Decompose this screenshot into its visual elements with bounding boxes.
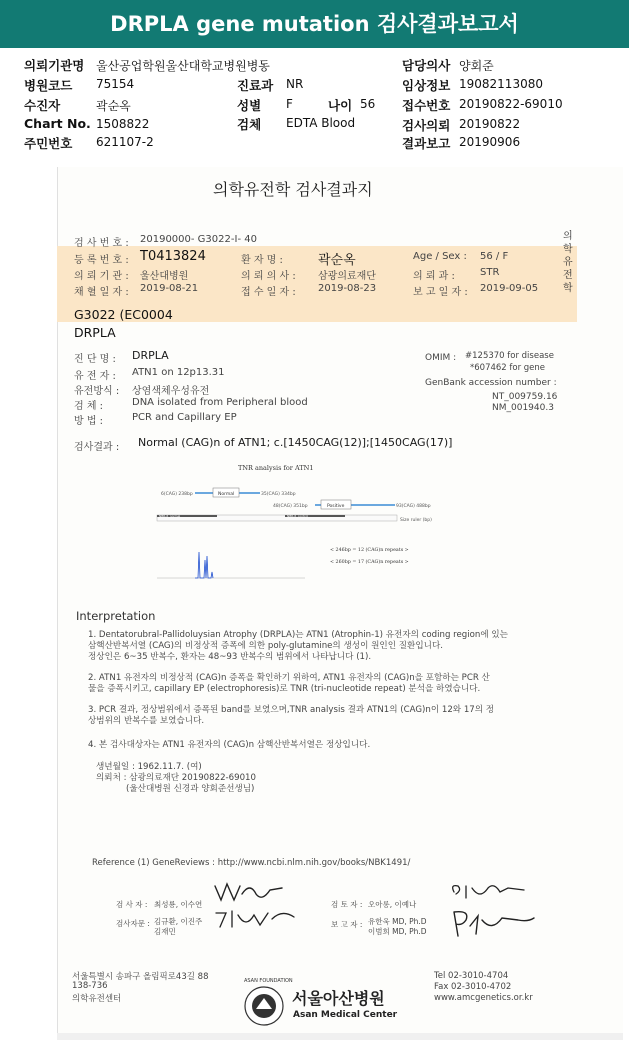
address-1: 서울특별시 송파구 올림픽로43길 88 [72, 972, 209, 982]
right-range-label-1: 35(CAG) 334bp [261, 492, 296, 497]
specimen: DNA isolated from Peripheral blood [132, 397, 308, 408]
tester-label: 검 사 자 : [116, 900, 148, 909]
result-label: 검사결과 : [74, 442, 120, 453]
value-hospital-code: 75154 [96, 77, 135, 91]
interpretation-p1 [88, 630, 568, 663]
genbank-2: NM_001940.3 [492, 403, 554, 413]
report-date: 2019-09-05 [480, 283, 539, 294]
inherit-label: 유전방식 : [74, 386, 120, 397]
label-request-date: 검사의뢰 [402, 118, 451, 133]
institution: 울산대병원 [140, 271, 189, 282]
left-range-label: 6(CAG) 238bp [161, 492, 193, 497]
p3-line: 3. PCR 결과, 정상범위에서 증폭된 band를 보였으며,TNR analysis 결과 ATN1의 (CAG)n이 12와 17의 정 [88, 705, 495, 715]
reporter-label: 보 고 자 : [331, 920, 363, 929]
address-3: 의학유전센터 [72, 994, 122, 1004]
value-receipt-no: 20190822-69010 [459, 97, 563, 111]
size-ruler-label: Size ruler (bp) [400, 518, 432, 523]
tester2-a: 김규환, 이진주 [154, 917, 203, 926]
value-clinical-info: 19082113080 [459, 77, 543, 91]
tester: 최성룡, 이수연 [154, 900, 203, 909]
genbank-1: NT_009759.16 [492, 392, 558, 402]
reporter-b: 이범희 MD, Ph.D [368, 927, 427, 936]
reviewer: 오아롱, 이예나 [368, 900, 417, 909]
interpretation-p3 [88, 705, 568, 727]
tester2-label: 검사자문 : [116, 919, 150, 928]
fax: Fax 02-3010-4702 [434, 982, 512, 992]
mid-range-label: 48(CAG) 351bp [273, 504, 308, 509]
tester2-signature [212, 905, 302, 933]
reporter-a: 유한욱 MD, Ph.D [368, 917, 427, 926]
side-vertical-text: 의 학 유 전 학 [563, 231, 573, 294]
p3-line: 상범위의 반복수를 보였습니다. [88, 716, 205, 726]
report-heading: 의학유전학 검사결과지 [213, 180, 373, 199]
label-clinical-info: 임상정보 [402, 78, 451, 93]
asan-seal-logo [243, 985, 285, 1027]
method-label: 방 법 : [74, 416, 104, 427]
tester-signature [212, 876, 292, 904]
figure-title: TNR analysis for ATN1 [238, 464, 314, 472]
method: PCR and Capillary EP [132, 412, 237, 423]
dx-label: 진 단 명 : [74, 354, 116, 365]
test-name: DRPLA [74, 325, 116, 340]
inherit: 상염색체우성유전 [132, 386, 210, 397]
test-code: G3022 (EC0004 [74, 307, 173, 322]
dx: DRPLA [132, 349, 169, 362]
reg-no-label: 등 록 번 호 : [74, 255, 129, 266]
website: www.amcgenetics.or.kr [434, 993, 533, 1003]
repeat-result-2: < 260bp = 17 (CAG)n repeats > [330, 560, 409, 565]
institution-label: 의 뢰 기 관 : [74, 271, 129, 282]
collect-label: 채 혈 일 자 : [74, 287, 129, 298]
specimen-label: 검 체 : [74, 401, 104, 412]
tnr-figure [155, 460, 455, 590]
label-resident-no: 주민번호 [24, 136, 73, 151]
value-age: 56 [360, 97, 376, 111]
patient-label: 환 자 명 : [241, 255, 283, 266]
positive-box-label: Positive [327, 504, 345, 509]
label-institution: 의뢰기관명 [24, 58, 85, 73]
exam-no-label: 검 사 번 호 : [74, 238, 129, 249]
p4-line: 4. 본 검사대상자는 ATN1 유전자의 (CAG)n 삼핵산반복서열은 정상입니다. [88, 740, 371, 750]
label-patient: 수진자 [24, 98, 61, 113]
p1-line: 1. Dentatorubral-Pallidoluysian Atrophy (DRPLA)는 ATN1 (Atrophin-1) 유전자의 coding region에 있는 [88, 630, 508, 640]
value-chart-no: 1508822 [96, 117, 150, 131]
genbank-label: GenBank accession number : [425, 378, 557, 388]
p1-line: 삼핵산반복서열 (CAG)의 비정상적 증폭에 의한 poly-glutamine의 생성이 원인인 질환입니다. [88, 641, 443, 651]
ladder-label-1: NBR-6_normal [159, 514, 181, 518]
label-dept: 진료과 [237, 78, 274, 93]
label-age: 나이 [328, 98, 353, 113]
doctor: 삼광의료재단 [318, 271, 376, 282]
birth-date: 생년월일 : 1962.11.7. (여) [96, 762, 202, 772]
interpretation-p4 [88, 740, 568, 751]
exam-no: 20190000- G3022-I- 40 [140, 234, 257, 245]
bottom-edge [57, 1033, 623, 1040]
value-request-date: 20190822 [459, 117, 521, 131]
age-sex: 56 / F [480, 251, 509, 262]
repeat-result-1: < 246bp = 12 (CAG)n repeats > [330, 548, 409, 553]
result: Normal (CAG)n of ATN1; c.[1450CAG(12)];[1450CAG(17)] [138, 436, 453, 449]
label-doctor: 담당의사 [402, 58, 451, 73]
p2-line: 물을 증폭시키고, capillary EP (electrophoresis)로 TNR (tri-nucleotide repeat) 분석을 하였습니다. [88, 684, 481, 694]
hospital-name-kr: 서울아산병원 [292, 989, 385, 1008]
p2-line: 2. ATN1 유전자의 비정상적 (CAG)n 증폭을 확인하기 위하여, ATN1 유전자의 (CAG)n을 포함하는 PCR 산 [88, 673, 490, 683]
normal-box-label: Normal [218, 492, 235, 497]
reporter-signature [448, 906, 538, 942]
collect-date: 2019-08-21 [140, 283, 199, 294]
doctor-label: 의 뢰 의 사 : [241, 271, 296, 282]
interpretation-p2 [88, 673, 568, 695]
label-report-date: 결과보고 [402, 136, 451, 151]
address-2: 138-736 [72, 981, 108, 991]
value-institution: 울산공업학원울산대학교병원병동 [96, 59, 270, 73]
requester-detail: (울산대병원 신경과 양회준선생님) [126, 784, 255, 794]
label-specimen: 검체 [237, 117, 262, 132]
patient-name: 곽순옥 [318, 253, 356, 268]
tester2-b: 김재민 [154, 927, 176, 936]
omim-label: OMIM : [425, 353, 457, 363]
value-specimen: EDTA Blood [286, 116, 356, 130]
label-chart-no: Chart No. [24, 116, 91, 131]
omim-disease: #125370 for disease [465, 351, 554, 361]
dept: STR [480, 267, 500, 278]
receive-label: 접 수 일 자 : [241, 287, 296, 298]
value-dept: NR [286, 77, 304, 91]
receive-date: 2019-08-23 [318, 283, 377, 294]
age-sex-label: Age / Sex : [413, 251, 467, 262]
gene-label: 유 전 자 : [74, 371, 116, 382]
value-patient: 곽순옥 [96, 99, 131, 113]
label-receipt-no: 접수번호 [402, 98, 451, 113]
seal-text: ASAN FOUNDATION [244, 978, 293, 984]
electropherogram-peaks [195, 552, 213, 578]
report-title: DRPLA gene mutation 검사결과보고서 [0, 0, 629, 48]
p1-line: 정상인은 6~35 반복수, 환자는 48~93 반복수의 범위에서 나타납니다 (1). [88, 652, 372, 662]
dept-label: 의 뢰 과 : [413, 271, 455, 282]
omim-gene: *607462 for gene [470, 363, 546, 373]
report-date-label: 보 고 일 자 : [413, 287, 468, 298]
hospital-name-en: Asan Medical Center [293, 1010, 398, 1020]
gene: ATN1 on 12p13.31 [132, 367, 225, 378]
value-sex: F [286, 97, 293, 111]
label-sex: 성별 [237, 98, 262, 113]
requester-block [96, 762, 576, 795]
value-report-date: 20190906 [459, 135, 521, 149]
interpretation-heading: Interpretation [76, 609, 156, 623]
label-hospital-code: 병원코드 [24, 78, 73, 93]
reference: Reference (1) GeneReviews : http://www.ncbi.nlm.nih.gov/books/NBK1491/ [92, 858, 411, 868]
value-doctor: 양회준 [459, 59, 494, 73]
value-resident-no: 621107-2 [96, 135, 154, 149]
reviewer-signature [448, 878, 534, 906]
ladder-label-2: NBR-6_control [287, 514, 309, 518]
requester: 의뢰처 : 삼광의료재단 20190822-69010 [96, 773, 256, 783]
reg-no: T0413824 [140, 249, 206, 264]
reviewer-label: 검 토 자 : [331, 900, 363, 909]
right-range-label-2: 93(CAG) 488bp [396, 504, 431, 509]
tel: Tel 02-3010-4704 [434, 971, 509, 981]
